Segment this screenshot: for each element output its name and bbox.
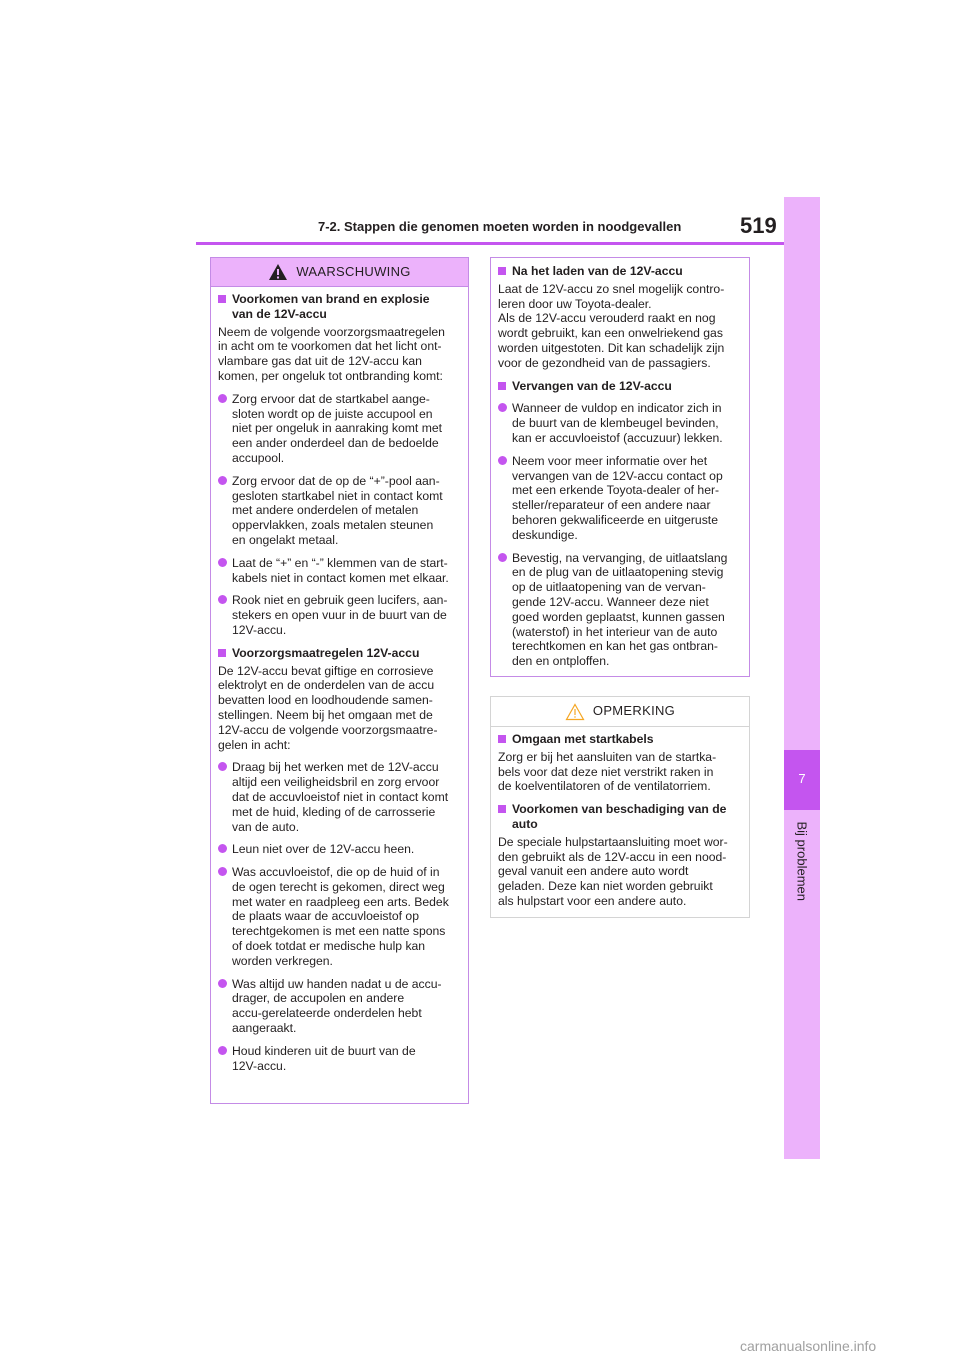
bullet-item — [218, 1044, 460, 1074]
square-bullet-icon — [218, 649, 226, 657]
round-bullet-icon — [218, 476, 227, 485]
bullet-item-text: Zorg ervoor dat de startkabel aange- sloten wordt op de juiste accupool en niet per ongeluk in aanraking komt met een ander onderdeel dan de bedoelde accupool. — [232, 391, 443, 465]
square-bullet-icon — [498, 735, 506, 743]
note-box-body — [491, 727, 749, 917]
bullet-item-text: Was altijd uw handen nadat u de accu- drager, de accupolen en andere accu-gerelateerde onderdelen hebt aangeraakt. — [232, 976, 442, 1036]
section-paragraph: Zorg er bij het aansluiten van de startka- bels voor dat deze niet verstrikt raken in de koelventilatoren of de ventilatorriem. — [498, 749, 717, 794]
section-paragraph: Neem de volgende voorzorgsmaatregelen in acht om te voorkomen dat het licht ont- vlambare gas dat uit de 12V-accu kan komen, per ongeluk tot ontbranding komt: — [218, 324, 445, 383]
bullet-item-text: Neem voor meer informatie over het vervangen van de 12V-accu contact op met een erkende Toyota-dealer of her- steller/reparateur of een andere naar behoren gekwalificeerde en uitgeruste deskundige. — [512, 453, 723, 542]
header-rule — [196, 242, 784, 245]
right-warning-box — [490, 257, 750, 677]
section-heading-text: Vervangen van de 12V-accu — [512, 378, 672, 393]
chapter-title: Bij problemen — [794, 821, 810, 901]
section-heading — [498, 732, 741, 747]
square-bullet-icon — [498, 382, 506, 390]
bullet-item — [498, 401, 741, 445]
bullet-item — [218, 392, 460, 466]
section-heading — [498, 379, 741, 394]
bullet-item-text: Laat de “+” en “-” klemmen van de start- kabels niet in contact komen met elkaar. — [232, 555, 449, 585]
section-header-title: 7-2. Stappen die genomen moeten worden in noodgevallen — [318, 219, 682, 234]
note-box-header — [491, 697, 749, 727]
warning-box — [210, 257, 469, 1104]
round-bullet-icon — [218, 762, 227, 771]
caution-outline-triangle-icon — [565, 703, 585, 721]
section-paragraph: De speciale hulpstartaansluiting moet wor- den gebruikt als de 12V-accu in een nood- geval vanuit een andere auto wordt geladen. Deze kan niet worden gebruikt als hulpstart voor een andere auto. — [498, 834, 728, 908]
section-heading-text: Na het laden van de 12V-accu — [512, 264, 683, 278]
section-heading-text: Voorkomen van beschadiging van de auto — [512, 802, 727, 831]
warning-triangle-icon — [268, 263, 288, 281]
round-bullet-icon — [218, 979, 227, 988]
bullet-item — [218, 556, 460, 586]
section-heading-text: Omgaan met startkabels — [512, 732, 654, 746]
bullet-item-text: Zorg ervoor dat de op de “+”-pool aan- gesloten startkabel niet in contact komt met andere onderdelen of metalen oppervlakken, zoals metalen steunen en ongelakt metaal. — [232, 473, 443, 547]
page-number: 519 — [740, 213, 777, 238]
warning-box-title: WAARSCHUWING — [296, 263, 411, 279]
bullet-item — [218, 842, 460, 857]
section-heading — [498, 802, 741, 832]
bullet-item-text: Rook niet en gebruik geen lucifers, aan- stekers en open vuur in de buurt van de 12V-accu. — [232, 593, 448, 637]
square-bullet-icon — [218, 295, 226, 303]
round-bullet-icon — [498, 403, 507, 412]
bullet-item — [218, 474, 460, 548]
bullet-item-text: Was accuvloeistof, die op de huid of in de ogen terecht is gekomen, direct weg met water en raadpleeg een arts. Bedek de plaats waar de accuvloeistof op terechtgekomen is met een natte spons of doek totdat er medische hulp kan worden verkregen. — [232, 865, 449, 968]
bullet-item-text: Bevestig, na vervanging, de uitlaatslang en de plug van de uitlaatopening stevig op de uitlaatopening van de vervan- gende 12V-accu. Wanneer deze niet goed worden geplaatst, kunnen gassen (waterstof) in het interieur van de auto terechtkomen en kan het gas ontbran- den en ontploffen. — [512, 550, 728, 669]
section-heading-text: Voorkomen van brand en explosie van de 12V-accu — [232, 292, 430, 321]
round-bullet-icon — [218, 1046, 227, 1055]
round-bullet-icon — [498, 456, 507, 465]
note-box-title: OPMERKING — [592, 703, 676, 719]
bullet-item — [498, 551, 741, 669]
round-bullet-icon — [218, 867, 227, 876]
round-bullet-icon — [498, 553, 507, 562]
note-box — [490, 696, 750, 918]
warning-box-header — [211, 258, 468, 287]
warning-box-body — [211, 287, 468, 1081]
bullet-item — [218, 865, 460, 969]
bullet-item-text: Houd kinderen uit de buurt van de 12V-accu. — [232, 1043, 416, 1073]
section-paragraph: Laat de 12V-accu zo snel mogelijk contro- leren door uw Toyota-dealer. Als de 12V-accu verouderd raakt en nog wordt gebruikt, kan een onwelriekend gas worden uitgestoten. Dit kan schadelijk zijn voor de gezondheid van de passagiers. — [498, 281, 725, 370]
section-heading — [498, 264, 741, 279]
section-paragraph: De 12V-accu bevat giftige en corrosieve elektrolyt en de onderdelen van de accu bevatten lood en loodhoudende samen- stellingen. Neem bij het omgaan met de 12V-accu de volgende voorzorgsmaatre- gelen in acht: — [218, 663, 438, 752]
bullet-item-text: Wanneer de vuldop en indicator zich in de buurt van de klembeugel bevinden, kan er accuvloeistof (accuzuur) lekken. — [512, 401, 723, 445]
chapter-side-tab — [784, 197, 820, 1159]
bullet-item — [218, 760, 460, 834]
square-bullet-icon — [498, 805, 506, 813]
section-heading — [218, 646, 460, 661]
site-watermark: carmanualsonline.info — [740, 1338, 877, 1354]
bullet-item — [218, 593, 460, 637]
section-heading — [218, 292, 460, 322]
round-bullet-icon — [218, 394, 227, 403]
bullet-item-text: Leun niet over de 12V-accu heen. — [232, 842, 415, 857]
round-bullet-icon — [218, 844, 227, 853]
square-bullet-icon — [498, 267, 506, 275]
chapter-number: 7 — [798, 771, 806, 786]
bullet-item — [498, 454, 741, 543]
bullet-item — [218, 977, 460, 1036]
right-warning-box-body — [491, 258, 749, 677]
section-heading-text: Voorzorgsmaatregelen 12V-accu — [232, 645, 420, 660]
round-bullet-icon — [218, 558, 227, 567]
round-bullet-icon — [218, 595, 227, 604]
bullet-item-text: Draag bij het werken met de 12V-accu altijd een veiligheidsbril en zorg ervoor dat de accuvloeistof niet in contact komt met de huid, kleding of de carrosserie van de auto. — [232, 760, 449, 834]
